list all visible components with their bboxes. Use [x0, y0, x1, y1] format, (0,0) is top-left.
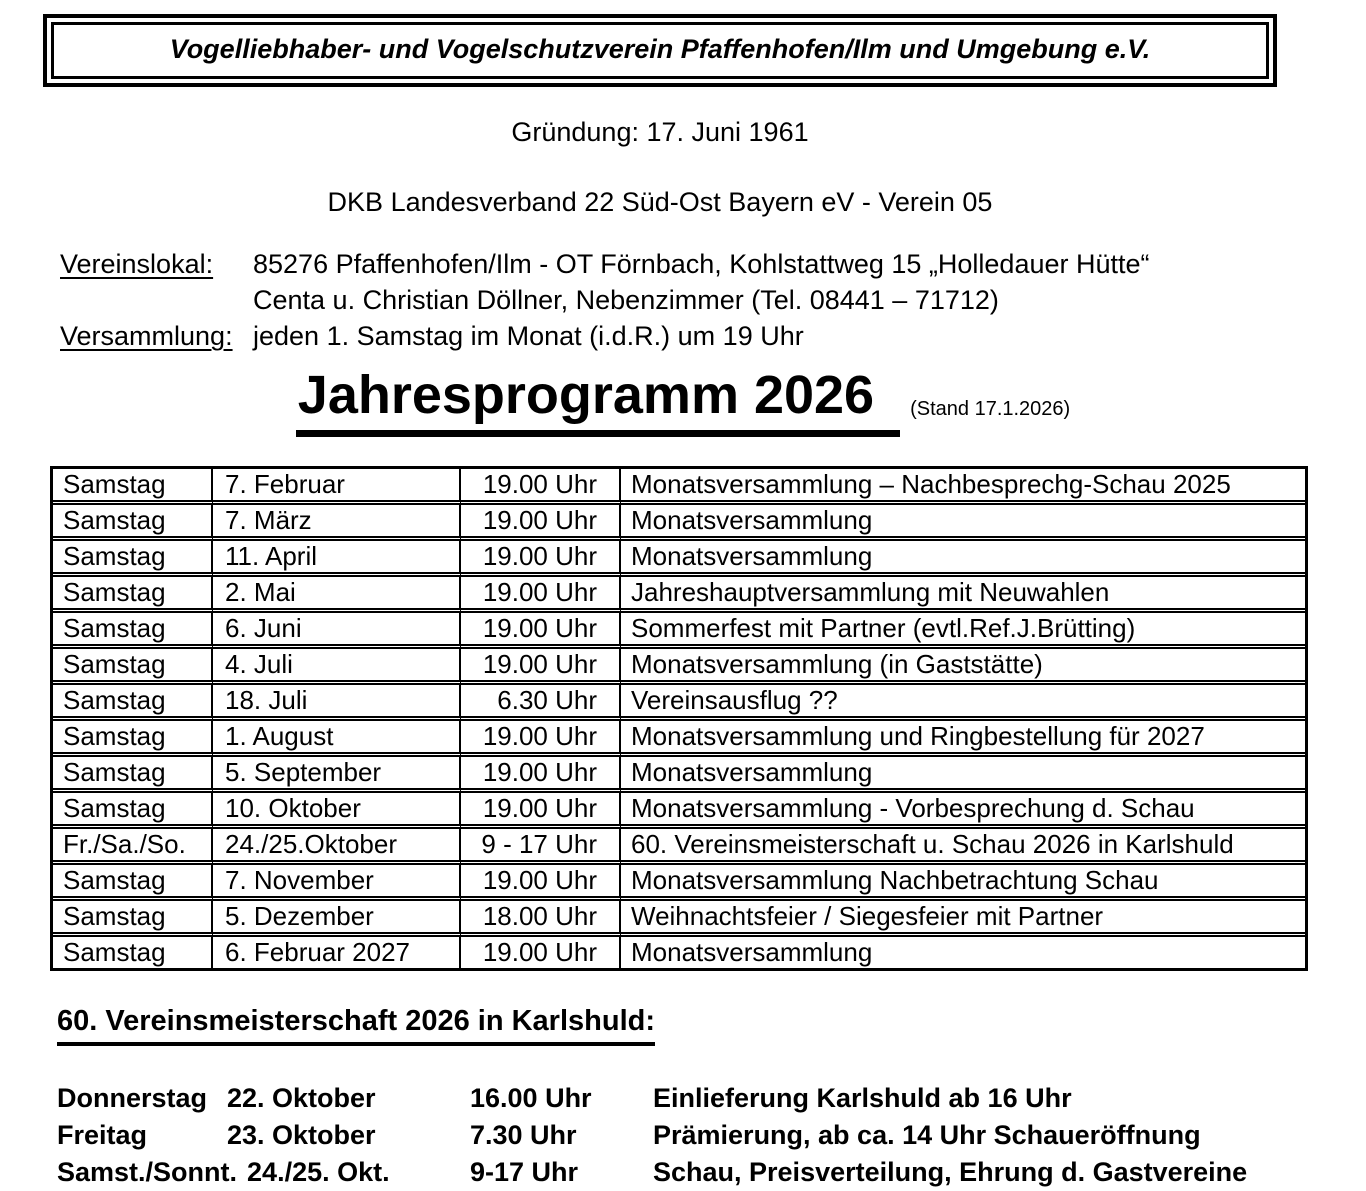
- club-title-box: [43, 14, 1277, 87]
- table-row: [53, 788, 1305, 824]
- cell-event: Monatsversammlung: [621, 932, 1305, 968]
- cell-day: Samstag: [53, 680, 213, 716]
- table-row: [53, 536, 1305, 572]
- cell-day: Samstag: [53, 860, 213, 896]
- champ-cell-date: 23. Oktober: [227, 1120, 376, 1150]
- cell-event: Monatsversammlung - Vorbesprechung d. Schau: [621, 788, 1305, 824]
- table-row: [53, 932, 1305, 968]
- cell-event: Weihnachtsfeier / Siegesfeier mit Partner: [621, 896, 1305, 932]
- cell-day: Samstag: [53, 500, 213, 536]
- cell-date: 2. Mai: [213, 572, 461, 608]
- cell-day: Samstag: [53, 572, 213, 608]
- cell-date: 6. Februar 2027: [213, 932, 461, 968]
- champ-cell-day: Freitag: [57, 1120, 148, 1150]
- cell-day: Samstag: [53, 644, 213, 680]
- cell-date: 10. Oktober: [213, 788, 461, 824]
- table-row: [53, 572, 1305, 608]
- cell-day: Samstag: [53, 536, 213, 572]
- club-title: Vogelliebhaber- und Vogelschutzverein Pfaffenhofen/Ilm und Umgebung e.V.: [51, 22, 1269, 79]
- table-row: [53, 469, 1305, 500]
- table-row: [53, 716, 1305, 752]
- champ-cell-date: 24./25. Okt.: [247, 1157, 390, 1187]
- cell-event: Monatsversammlung: [621, 536, 1305, 572]
- champ-cell-time: 7.30 Uhr: [470, 1120, 577, 1150]
- table-row: [53, 752, 1305, 788]
- cell-time: 18.00 Uhr: [461, 896, 621, 932]
- cell-event: Monatsversammlung (in Gaststätte): [621, 644, 1305, 680]
- cell-date: 11. April: [213, 536, 461, 572]
- championship-heading: 60. Vereinsmeisterschaft 2026 in Karlshuld:: [57, 1005, 1366, 1046]
- program-date-stamp: (Stand 17.1.2026): [910, 398, 1071, 420]
- championship-schedule: [57, 1080, 1366, 1191]
- document-page: [0, 14, 1366, 1191]
- cell-date: 5. September: [213, 752, 461, 788]
- cell-time: 19.00 Uhr: [461, 716, 621, 752]
- cell-time: 19.00 Uhr: [461, 500, 621, 536]
- venue-line1: 85276 Pfaffenhofen/Ilm - OT Förnbach, Kohlstattweg 15 „Holledauer Hütte“: [253, 249, 1150, 279]
- champ-cell-date: 22. Oktober: [227, 1083, 376, 1113]
- cell-day: Samstag: [53, 752, 213, 788]
- table-row: [53, 608, 1305, 644]
- cell-date: 7. März: [213, 500, 461, 536]
- cell-time: 19.00 Uhr: [461, 644, 621, 680]
- table-row: [53, 500, 1305, 536]
- club-info-block: [60, 246, 1366, 354]
- cell-event: Monatsversammlung Nachbetrachtung Schau: [621, 860, 1305, 896]
- table-row: [53, 896, 1305, 932]
- association-line: DKB Landesverband 22 Süd-Ost Bayern eV - Verein 05: [327, 187, 993, 217]
- spacer-cell: [60, 282, 253, 318]
- champ-cell-event: Schau, Preisverteilung, Ehrung d. Gastvereine: [653, 1157, 1248, 1187]
- champ-cell-time: 9-17 Uhr: [470, 1157, 579, 1187]
- champ-cell-event: Einlieferung Karlshuld ab 16 Uhr: [653, 1083, 1072, 1113]
- cell-time: 19.00 Uhr: [461, 572, 621, 608]
- table-row: [53, 824, 1305, 860]
- championship-row: [57, 1080, 1366, 1117]
- cell-date: 1. August: [213, 716, 461, 752]
- cell-time: 19.00 Uhr: [461, 469, 621, 500]
- cell-date: 18. Juli: [213, 680, 461, 716]
- cell-day: Samstag: [53, 608, 213, 644]
- cell-day: Samstag: [53, 716, 213, 752]
- cell-event: Monatsversammlung – Nachbesprechg-Schau 2025: [631, 469, 1231, 499]
- venue-line2: Centa u. Christian Döllner, Nebenzimmer (Tel. 08441 – 71712): [253, 285, 999, 315]
- meeting-label: Versammlung:: [60, 321, 233, 351]
- cell-event: Monatsversammlung: [621, 752, 1305, 788]
- cell-event: Monatsversammlung: [621, 500, 1305, 536]
- cell-day: Samstag: [53, 788, 213, 824]
- program-heading-line: [0, 364, 1366, 440]
- venue-label: Vereinslokal:: [60, 249, 214, 279]
- cell-day: Fr./Sa./So.: [53, 824, 213, 860]
- cell-date: 7. November: [213, 860, 461, 896]
- cell-time: 19.00 Uhr: [461, 608, 621, 644]
- program-table: [50, 466, 1308, 971]
- champ-cell-day: Donnerstag: [57, 1083, 208, 1113]
- cell-date: 4. Juli: [213, 644, 461, 680]
- cell-event: Jahreshauptversammlung mit Neuwahlen: [621, 572, 1305, 608]
- cell-date: 6. Juni: [213, 608, 461, 644]
- table-row: [53, 644, 1305, 680]
- table-row: [53, 860, 1305, 896]
- cell-time: 19.00 Uhr: [461, 788, 621, 824]
- cell-time: 6.30 Uhr: [461, 680, 621, 716]
- cell-event: Monatsversammlung und Ringbestellung für 2027: [621, 716, 1305, 752]
- meeting-text: jeden 1. Samstag im Monat (i.d.R.) um 19 Uhr: [253, 321, 804, 351]
- program-title: Jahresprogramm 2026: [296, 364, 900, 437]
- champ-cell-day: Samst./Sonnt.: [57, 1157, 238, 1187]
- cell-time: 19.00 Uhr: [461, 860, 621, 896]
- championship-row: [57, 1154, 1366, 1191]
- cell-event: Vereinsausflug ??: [621, 680, 1305, 716]
- cell-time: 19.00 Uhr: [461, 752, 621, 788]
- champ-cell-event: Prämierung, ab ca. 14 Uhr Schaueröffnung: [653, 1120, 1201, 1150]
- cell-time: 9 - 17 Uhr: [461, 824, 621, 860]
- championship-row: [57, 1117, 1366, 1154]
- cell-event: 60. Vereinsmeisterschaft u. Schau 2026 in Karlshuld: [621, 824, 1305, 860]
- cell-event: Sommerfest mit Partner (evtl.Ref.J.Brütting): [621, 608, 1305, 644]
- founding-line: Gründung: 17. Juni 1961: [511, 117, 809, 147]
- cell-date: 7. Februar: [213, 469, 461, 500]
- cell-day: Samstag: [53, 896, 213, 932]
- cell-time: 19.00 Uhr: [461, 932, 621, 968]
- cell-day: Samstag: [53, 932, 213, 968]
- cell-time: 19.00 Uhr: [461, 536, 621, 572]
- table-row: [53, 680, 1305, 716]
- cell-date: 5. Dezember: [213, 896, 461, 932]
- cell-day: Samstag: [53, 469, 213, 500]
- champ-cell-time: 16.00 Uhr: [470, 1083, 592, 1113]
- cell-date: 24./25.Oktober: [213, 824, 461, 860]
